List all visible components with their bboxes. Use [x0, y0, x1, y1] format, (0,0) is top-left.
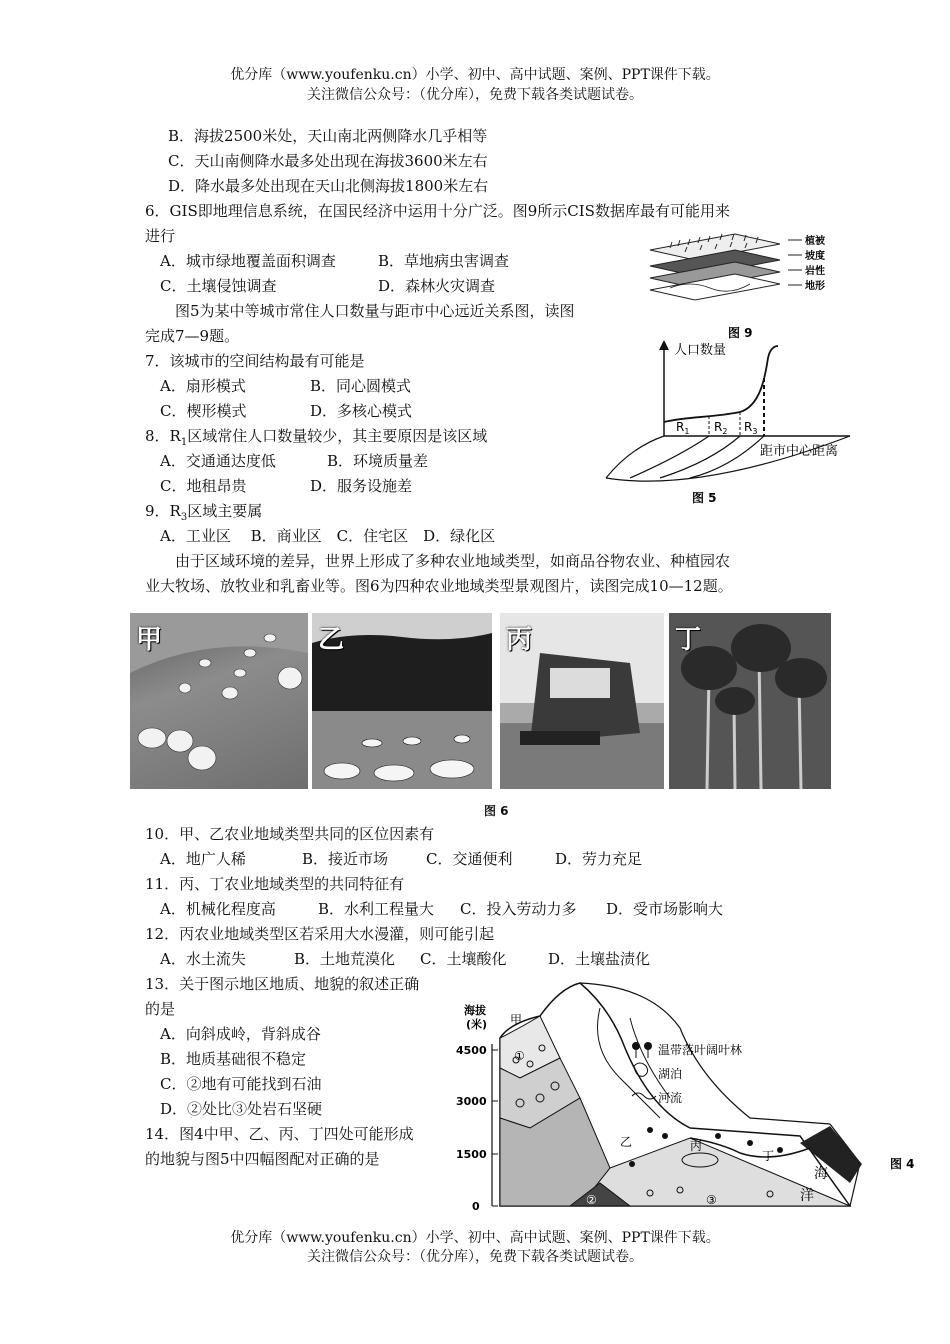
q12-option-d: D．土壤盐渍化 — [548, 950, 651, 968]
q14-stem-line2: 的地貌与图5中四幅图配对正确的是 — [145, 1150, 380, 1168]
q7-stem: 7．该城市的空间结构最有可能是 — [145, 352, 365, 370]
q8-option-d: D．服务设施差 — [310, 477, 413, 495]
fig9-label-vegetation: 植被 — [805, 236, 825, 247]
point-yi: 乙 — [620, 1135, 633, 1149]
circled-2: ② — [586, 1193, 597, 1207]
footer-line-2: 关注微信公众号：（优分库），免费下载各类试题试卷。 — [307, 1249, 643, 1265]
q14-stem-line1: 14．图4中甲、乙、丙、丁四处可能形成 — [145, 1125, 414, 1143]
figure-9-gis-layers — [640, 228, 840, 348]
q13-option-b: B．地质基础很不稳定 — [160, 1050, 307, 1068]
figure-4-geology-diagram — [450, 968, 930, 1218]
tick-0: 0 — [472, 1200, 480, 1213]
ring-r1-arc — [630, 436, 709, 478]
figure-5-population-chart — [600, 338, 860, 510]
photo-label-yi: 乙 — [318, 625, 345, 655]
point-jia: 甲 — [510, 1013, 523, 1027]
tick-1500: 1500 — [456, 1148, 487, 1161]
fig4-caption: 图 4 — [890, 1157, 915, 1171]
fig4-ylabel-2: (米) — [466, 1018, 488, 1031]
footer-line-1: 优分库（www.youfenku.cn）小学、初中、高中试题、案例、PPT课件下载。 — [230, 1230, 720, 1246]
q6-option-c: C．土壤侵蚀调查 — [160, 277, 277, 295]
sea-label-1: 海 — [814, 1166, 828, 1182]
intro-7-9-line1: 图5为某中等城市常住人口数量与距市中心远近关系图，读图 — [175, 302, 575, 320]
photo-label-bing: 丙 — [506, 625, 533, 655]
fig5-xlabel: 距市中心距离 — [760, 444, 839, 459]
ring-outer-edge — [606, 436, 664, 478]
q8-option-a: A．交通通达度低 — [160, 452, 276, 470]
q7-option-c: C．楔形模式 — [160, 402, 247, 420]
q10-option-a: A．地广人稀 — [160, 850, 246, 868]
legend-tree-icon — [632, 1042, 652, 1058]
q11-option-d: D．受市场影响大 — [606, 900, 724, 918]
q7-option-a: A．扇形模式 — [160, 377, 246, 395]
photo-yi-dairy-cows — [312, 613, 492, 789]
q11-option-b: B．水利工程量大 — [318, 900, 435, 918]
circled-3: ③ — [706, 1193, 717, 1207]
photo-jia-sheep-grazing — [130, 613, 308, 789]
legend-forest: 温带落叶阔叶林 — [658, 1043, 743, 1057]
q13-stem-line2: 的是 — [145, 1000, 176, 1018]
q6-option-b: B．草地病虫害调查 — [378, 252, 510, 270]
legend-lake: 湖泊 — [658, 1067, 683, 1081]
intro-10-12-line1: 由于区域环境的差异，世界上形成了多种农业地域类型，如商品谷物农业、种植园农 — [175, 552, 731, 570]
fig5-caption: 图 5 — [692, 491, 717, 505]
q5-option-d: D．降水最多处出现在天山北侧海拔1800米左右 — [168, 177, 489, 195]
q5-option-b: B．海拔2500米处，天山南北两侧降水几乎相等 — [168, 127, 488, 145]
point-ding: 丁 — [762, 1149, 775, 1163]
q10-option-c: C．交通便利 — [426, 850, 513, 868]
y-axis-arrow — [659, 340, 669, 350]
photo-ding-plantation — [669, 613, 831, 789]
tick-4500: 4500 — [456, 1044, 487, 1057]
legend-river: 河流 — [658, 1091, 683, 1105]
fig5-r3-label: $R_3$ — [744, 420, 758, 436]
q12-option-a: A．水土流失 — [160, 950, 246, 968]
fig9-caption: 图 9 — [728, 326, 753, 340]
intro-10-12-line2: 业大牧场、放牧业和乳畜业等。图6为四种农业地域类型景观图片，读图完成10—12题。 — [145, 577, 733, 595]
q6-stem-line2: 进行 — [145, 227, 176, 245]
header-line-1: 优分库（www.youfenku.cn）小学、初中、高中试题、案例、PPT课件下载。 — [230, 67, 720, 83]
q8-option-c: C．地租昂贵 — [160, 477, 247, 495]
fig5-r1-label: $R_1$ — [676, 420, 690, 436]
q13-option-a: A．向斜成岭，背斜成谷 — [160, 1025, 321, 1043]
q6-stem-line1: 6．GIS即地理信息系统，在国民经济中运用十分广泛。图9所示CIS数据库最有可能用来 — [145, 202, 730, 220]
fig4-ylabel-1: 海拔 — [464, 1004, 486, 1017]
q12-option-c: C．土壤酸化 — [420, 950, 507, 968]
fig5-ylabel: 人口数量 — [674, 343, 727, 358]
photo-label-ding: 丁 — [675, 625, 702, 655]
q9-options: A．工业区 B．商业区 C．住宅区 D．绿化区 — [160, 527, 496, 545]
fig6-caption: 图 6 — [484, 804, 509, 818]
q8-stem: 8．$R_1$区域常住人口数量较少，其主要原因是该区域 — [145, 427, 488, 448]
photo-bing-combine-harvester — [500, 613, 664, 789]
fig9-label-slope: 坡度 — [805, 251, 825, 262]
harvester-header — [520, 731, 600, 745]
q5-option-c: C．天山南侧降水最多处出现在海拔3600米左右 — [168, 152, 488, 170]
photo-label-jia: 甲 — [136, 625, 163, 655]
q8-option-b: B．环境质量差 — [327, 452, 429, 470]
tick-3000: 3000 — [456, 1095, 487, 1108]
q13-option-d: D．②处比③处岩石坚硬 — [160, 1100, 323, 1118]
fig9-label-terrain: 地形 — [805, 281, 825, 292]
q12-option-b: B．土地荒漠化 — [294, 950, 396, 968]
q12-stem: 12．丙农业地域类型区若采用大水漫灌，则可能引起 — [145, 925, 495, 943]
intro-7-9-line2: 完成7—9题。 — [145, 327, 240, 345]
q9-stem: 9．$R_3$区域主要属 — [145, 502, 263, 523]
q6-option-d: D．森林火灾调查 — [378, 277, 496, 295]
q10-stem: 10．甲、乙农业地域类型共同的区位因素有 — [145, 825, 435, 843]
fig5-r2-label: $R_2$ — [714, 420, 728, 436]
sea-label-2: 洋 — [800, 1188, 814, 1204]
q6-option-a: A．城市绿地覆盖面积调查 — [160, 252, 336, 270]
fig9-label-lithology: 岩性 — [805, 266, 825, 277]
q10-option-d: D．劳力充足 — [555, 850, 643, 868]
q13-stem-line1: 13．关于图示地区地质、地貌的叙述正确 — [145, 975, 420, 993]
q7-option-d: D．多核心模式 — [310, 402, 413, 420]
q11-option-c: C．投入劳动力多 — [460, 900, 577, 918]
q13-option-c: C．②地有可能找到石油 — [160, 1075, 322, 1093]
ring-r3-arc — [690, 436, 764, 478]
q11-option-a: A．机械化程度高 — [160, 900, 276, 918]
circled-1: ① — [514, 1049, 525, 1063]
elevation-ticks — [492, 1050, 498, 1206]
q7-option-b: B．同心圆模式 — [310, 377, 412, 395]
harvester-cab — [550, 668, 610, 698]
q11-stem: 11．丙、丁农业地域类型的共同特征有 — [145, 875, 405, 893]
header-line-2: 关注微信公众号：（优分库），免费下载各类试题试卷。 — [307, 87, 643, 103]
point-bing: 丙 — [690, 1139, 703, 1153]
q10-option-b: B．接近市场 — [302, 850, 389, 868]
